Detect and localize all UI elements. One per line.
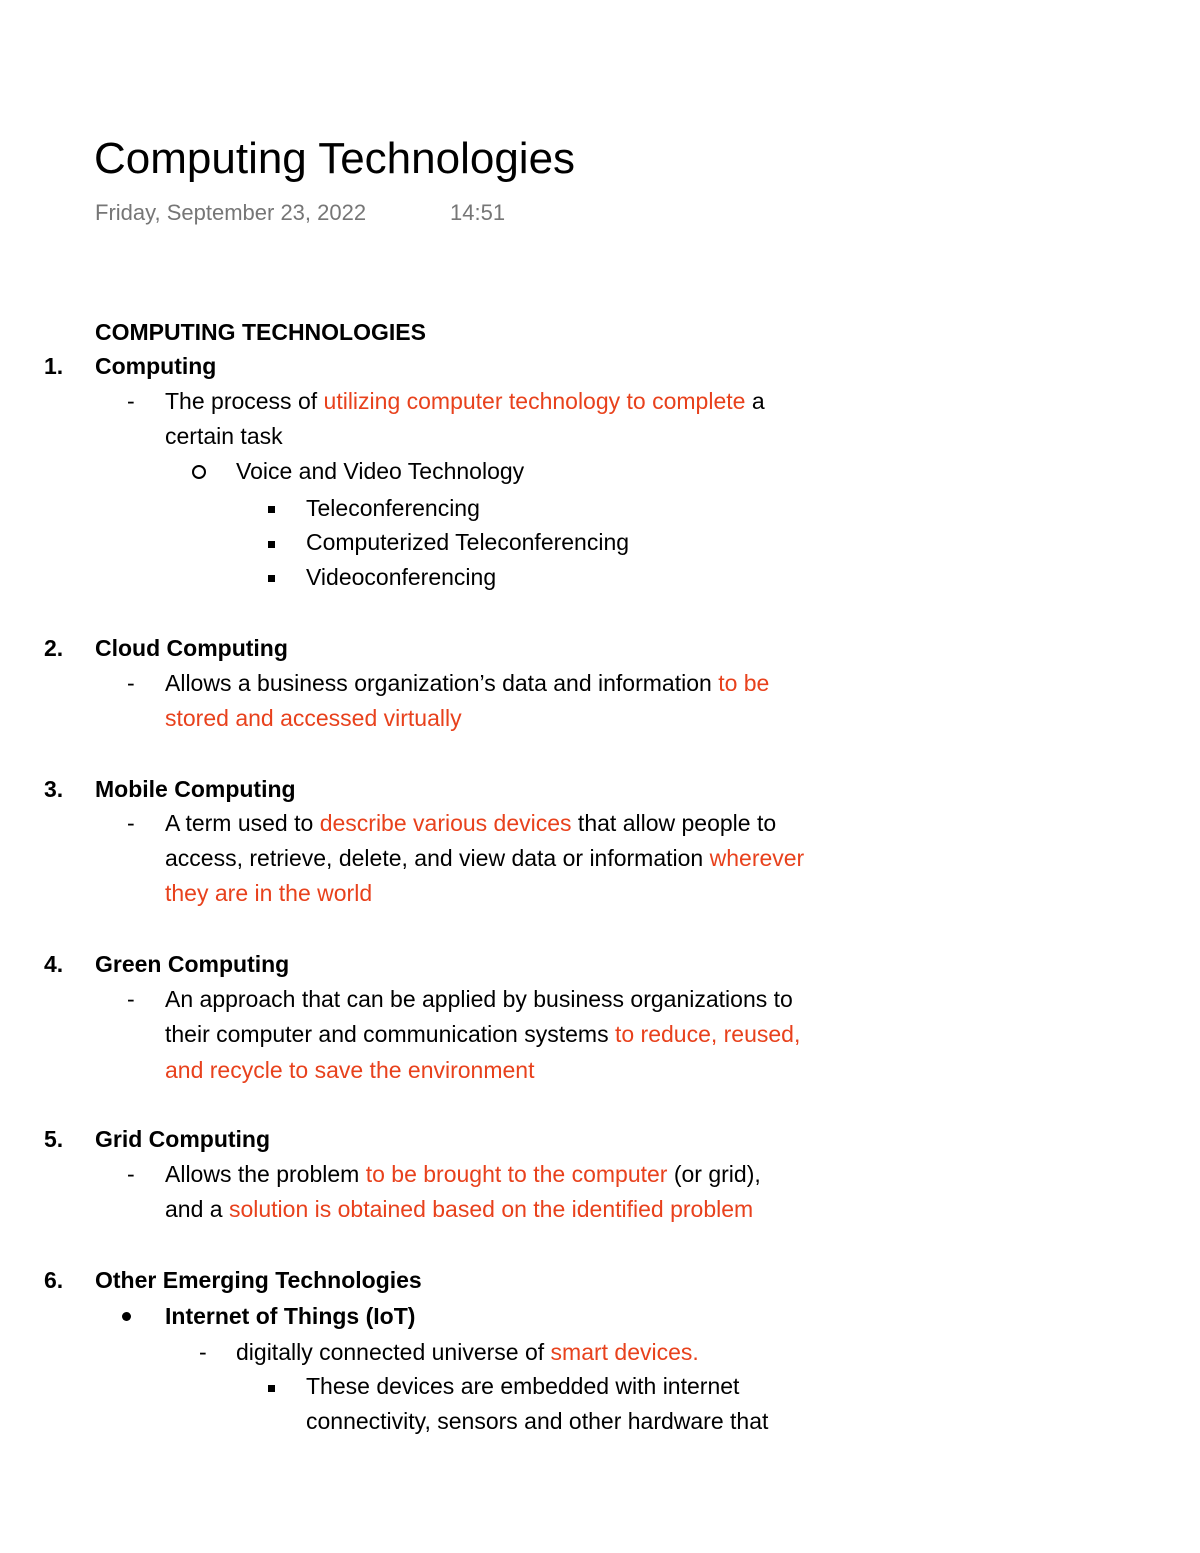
section-number: 2.: [44, 635, 64, 661]
section-number: 6.: [44, 1267, 64, 1293]
highlight-text: wherever: [709, 845, 805, 871]
definition-line: access, retrieve, delete, and view data or information wherever: [165, 845, 805, 871]
section-title: Cloud Computing: [95, 635, 288, 661]
dash-bullet: -: [127, 670, 135, 696]
highlight-text: to be brought to the computer: [365, 1161, 668, 1187]
section-title: Grid Computing: [95, 1126, 271, 1152]
highlight-text: solution is obtained based on the identified problem: [228, 1196, 754, 1222]
page-time: 14:51: [450, 200, 506, 225]
definition-line: A term used to describe various devices that allow people to: [165, 810, 777, 836]
dash-bullet: -: [199, 1339, 207, 1365]
highlight-text: smart devices.: [550, 1339, 699, 1365]
list-item: These devices are embedded with internet: [306, 1373, 740, 1399]
list-item: Computerized Teleconferencing: [306, 529, 630, 555]
definition-line: The process of utilizing computer technology to complete a: [165, 388, 765, 414]
sub-item-title: Voice and Video Technology: [236, 458, 525, 484]
section-number: 3.: [44, 776, 64, 802]
square-bullet-icon: [268, 541, 275, 548]
definition-line: certain task: [165, 423, 283, 449]
definition-line: An approach that can be applied by business organizations to: [165, 986, 793, 1012]
highlight-text: they are in the world: [165, 880, 373, 906]
definition-line: their computer and communication systems to reduce, reused,: [165, 1021, 801, 1047]
section-heading: COMPUTING TECHNOLOGIES: [95, 319, 426, 345]
section-number: 4.: [44, 951, 64, 977]
definition-line: Allows the problem to be brought to the computer (or grid),: [165, 1161, 761, 1187]
highlight-text: describe various devices: [319, 810, 572, 836]
section-title: Computing: [95, 353, 217, 379]
square-bullet-icon: [268, 506, 275, 513]
definition-line: digitally connected universe of smart devices.: [236, 1339, 699, 1365]
section-number: 1.: [44, 353, 64, 379]
page-title: Computing Technologies: [94, 134, 576, 183]
square-bullet-icon: [268, 1385, 275, 1392]
dash-bullet: -: [127, 986, 135, 1012]
section-title: Green Computing: [95, 951, 290, 977]
list-item: Videoconferencing: [306, 564, 497, 590]
section-number: 5.: [44, 1126, 64, 1152]
highlight-text: and recycle to save the environment: [165, 1057, 535, 1083]
dot-bullet-icon: [122, 1312, 131, 1321]
highlight-text: to be: [718, 670, 770, 696]
square-bullet-icon: [268, 575, 275, 582]
highlight-text: to reduce, reused,: [614, 1021, 801, 1047]
ring-bullet-icon: [192, 465, 206, 479]
highlight-text: utilizing computer technology to complete: [323, 388, 746, 414]
highlight-text: stored and accessed virtually: [165, 705, 462, 731]
definition-line: Allows a business organization’s data and information to be: [165, 670, 770, 696]
list-item: Teleconferencing: [306, 495, 480, 521]
dash-bullet: -: [127, 388, 135, 414]
section-title: Mobile Computing: [95, 776, 296, 802]
list-item: connectivity, sensors and other hardware that: [306, 1408, 769, 1434]
sub-item-title: Internet of Things (IoT): [165, 1303, 416, 1329]
page-date: Friday, September 23, 2022: [95, 200, 367, 225]
dash-bullet: -: [127, 810, 135, 836]
definition-line: and a solution is obtained based on the identified problem: [165, 1196, 754, 1222]
dash-bullet: -: [127, 1161, 135, 1187]
section-title: Other Emerging Technologies: [95, 1267, 422, 1293]
